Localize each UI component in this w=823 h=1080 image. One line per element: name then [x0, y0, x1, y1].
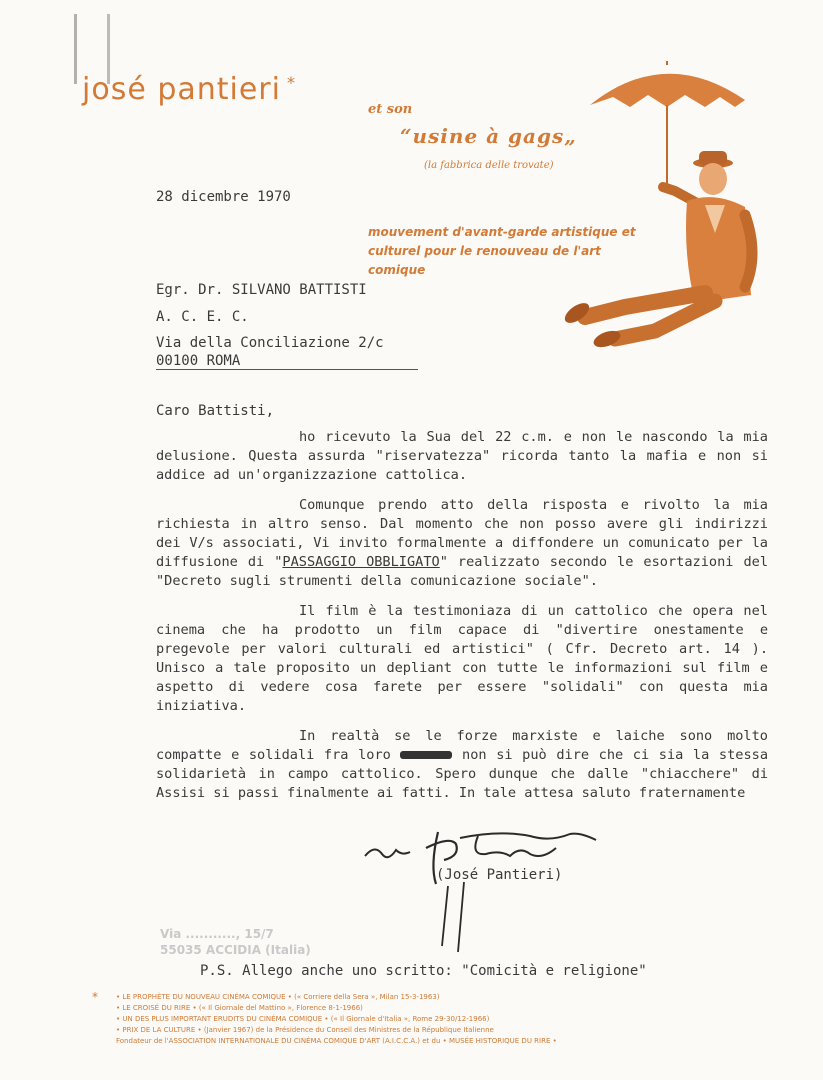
footer-line-3: • UN DES PLUS IMPORTANT ERUDITS DU CINÉMA COMIQUE • (« Il Giornale d'Italia », Rome 29-30/12-1966) [116, 1015, 490, 1023]
footer-line-1: • LE PROPHÈTE DU NOUVEAU CINÉMA COMIQUE • (« Corriere della Sera », Milan 15-3-1963) [116, 993, 440, 1001]
letterhead-et-son: et son [368, 102, 413, 117]
paragraph-1: ho ricevuto la Sua del 22 c.m. e non le nascondo la mia delusione. Questa assurda "riservatezza" ricorda tanto la mafia e non si addice ad un'organizzazione cattolica. [156, 429, 768, 483]
paragraph-3: Il film è la testimoniaza di un cattolico che opera nel cinema che ha prodotto un film capace di "divertire onestamente e pregevole per valori culturali ed artistici" ( Cfr. Decreto art. 14 ). Unisco a tale proposito un depliant con tutte le informazioni sul film e aspetto di vedere cosa farete per essere "solidali" con questa mia iniziativa. [156, 603, 768, 714]
recipient-underline [156, 369, 418, 370]
letterhead-name [82, 72, 296, 107]
recipient-line-2: A. C. E. C. [156, 309, 249, 325]
umbrella-man-illustration [545, 55, 765, 355]
faded-stamp [160, 926, 311, 958]
handwritten-signature [360, 826, 610, 956]
footer-line-2: • LE CROISÉ DU RIRE • (« Il Giornale del Mattino », Florence 8-1-1966) [116, 1004, 363, 1012]
redaction-mark [400, 751, 452, 759]
letterhead-usine: “usine à gags„ [400, 124, 577, 148]
paragraph-4 [156, 727, 768, 803]
footer-line-4: • PRIX DE LA CULTURE • (Janvier 1967) de la Présidence du Conseil des Ministres de la République Italienne [116, 1026, 494, 1034]
signer-name: (José Pantieri) [436, 867, 563, 883]
letterhead-asterisk: * [286, 73, 296, 92]
paragraph-2-text-a: Comunque prendo atto della risposta e rivolto la mia richiesta in altro senso. Dal momento che non posso avere gli indirizzi dei V/s associati, Vi invito formalmente a diffondere un comunicato per la diffusione di " [156, 497, 768, 570]
letterhead-mouvement: mouvement d'avant-garde artistique et culturel pour le renouveau de l'art comique [368, 225, 636, 277]
footer-line-5: Fondateur de l'ASSOCIATION INTERNATIONALE DU CINÉMA COMIQUE D'ART (A.I.C.C.A.) et du • MUSÉE HISTORIQUE DU RIRE • [116, 1037, 557, 1045]
letterhead-fabbrica: (la fabbrica delle trovate) [424, 160, 554, 171]
paragraph-4-text-a: In realtà se le forze marxiste e laiche sono molto compatte e solidali fra loro [156, 728, 768, 763]
paragraph-2-text-b: " realizzato secondo le esortazioni del "Decreto sugli strumenti della comunicazione sociale". [156, 554, 769, 589]
recipient-line-4: 00100 ROMA [156, 353, 241, 369]
letter-body [156, 428, 768, 814]
film-title: PASSAGGIO OBBLIGATO [282, 554, 440, 570]
paragraph-2 [156, 496, 768, 591]
postscript: P.S. Allego anche uno scritto: "Comicità e religione" [200, 963, 647, 979]
stamp-line-2: 55035 ACCIDIA (Italia) [160, 943, 311, 957]
stamp-line-1: Via ..........., 15/7 [160, 927, 274, 941]
recipient-line-1: Egr. Dr. SILVANO BATTISTI [156, 282, 367, 298]
letter-date: 28 dicembre 1970 [156, 189, 291, 205]
letterhead-footer [92, 990, 557, 1047]
salutation: Caro Battisti, [156, 403, 275, 419]
letterhead-name-text: josé pantieri [82, 72, 281, 107]
paragraph-4-text-b: non si può dire che ci sia la stessa solidarietà in campo cattolico. Spero dunque che dalle "chiacchere" di Assisi si passi finalmente ai fatti. In tale attesa saluto fraternamente [156, 747, 769, 801]
footer-asterisk: * [92, 990, 98, 1004]
recipient-line-3: Via della Conciliazione 2/c [156, 335, 384, 351]
